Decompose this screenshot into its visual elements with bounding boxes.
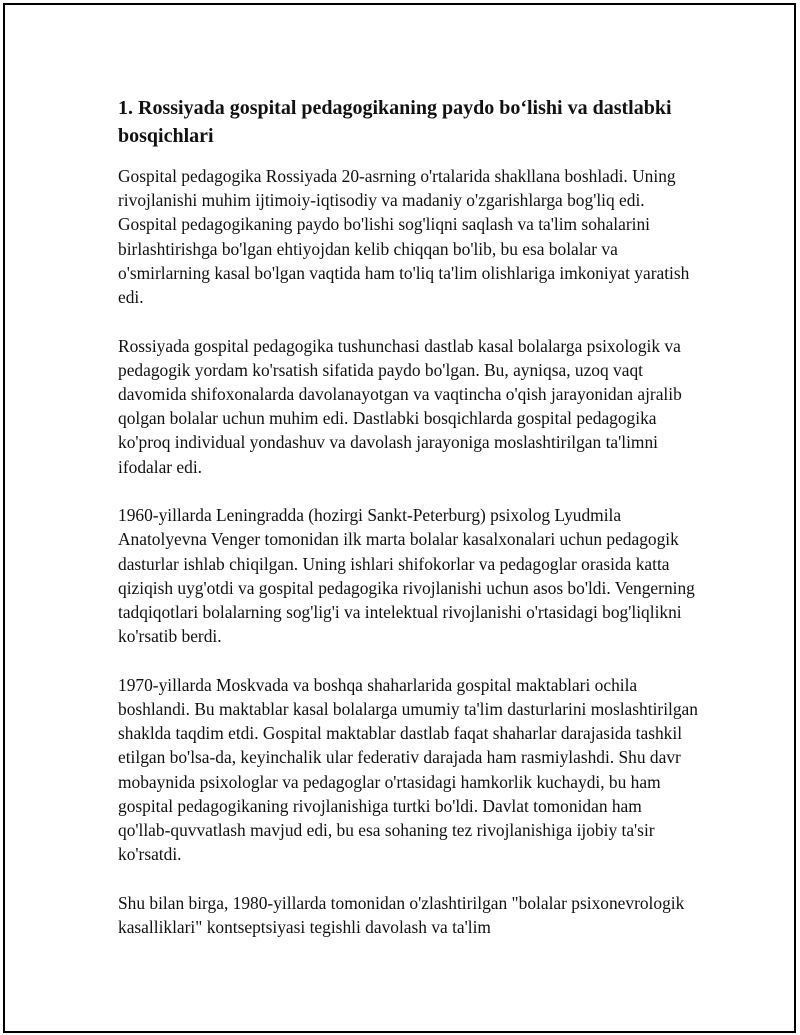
paragraph-3: 1960-yillarda Leningradda (hozirgi Sankt-Peterburg) psixolog Lyudmila Anatolyevna Venger tomonidan ilk marta bolalar kasalxonalari uchun pedagogik dasturlar ishlab chiqilgan. Uning ishlari shifokorlar va pedagoglar orasida katta qiziqish uyg'otdi va gospital pedagogika rivojlanishi uchun asos bo'ldi. Vengerning tadqiqotlari bolalarning sog'lig'i va intelektual rivojlanishi o'rtasidagi bog'liqlikni ko'rsatib berdi. [118,505,695,647]
section-heading: 1. Rossiyada gospital pedagogikaning paydo bo‘lishi va dastlabki bosqichlari [118,97,672,147]
paragraph-2: Rossiyada gospital pedagogika tushunchasi dastlab kasal bolalarga psixologik va pedagogik yordam ko'rsatish sifatida paydo bo'lgan. Bu, ayniqsa, uzoq vaqt davomida shifoxonalarda davolanayotgan va vaqtincha o'qish jarayonidan ajralib qolgan bolalar uchun muhim edi. Dastlabki bosqichlarda gospital pedagogika ko'proq individual yondashuv va davolash jarayoniga moslashtirilgan ta'limni ifodalar edi. [118,335,682,477]
paragraph-4: 1970-yillarda Moskvada va boshqa shaharlarida gospital maktablari ochila boshlandi. Bu maktablar kasal bolalarga umumiy ta'lim dasturlarini moslashtirilgan shaklda taqdim etdi. Gospital maktablar dastlab faqat shaharlar darajasida tashkil etilgan bo'lsa-da, keyinchalik ular federativ darajada ham rasmiylashdi. Shu davr mobaynida psixologlar va pedagoglar o'rtasidagi hamkorlik kuchaydi, bu ham gospital pedagogikaning rivojlanishiga turtki bo'ldi. Davlat tomonidan ham qo'llab-quvvatlash mavjud edi, bu esa sohaning tez rivojlanishiga ijobiy ta'sir ko'rsatdi. [118,674,698,865]
paragraph-1: Gospital pedagogika Rossiyada 20-asrning o'rtalarida shakllana boshladi. Uning rivojlanishi muhim ijtimoiy-iqtisodiy va madaniy o'zgarishlarga bog'liq edi. Gospital pedagogikaning paydo bo'lishi sog'liqni saqlash va ta'lim sohalarini birlashtirishga bo'lgan ehtiyojdan kelib chiqqan bo'lib, bu esa bolalar va o'smirlarning kasal bo'lgan vaqtida ham to'liq ta'lim olishlariga imkoniyat yaratish edi. [118,166,690,308]
document-body [118,94,698,964]
paragraph-5: Shu bilan birga, 1980-yillarda tomonidan o'zlashtirilgan "bolalar psixonevrologik kasalliklari" kontseptsiyasi tegishli davolash va ta'lim [118,892,685,938]
